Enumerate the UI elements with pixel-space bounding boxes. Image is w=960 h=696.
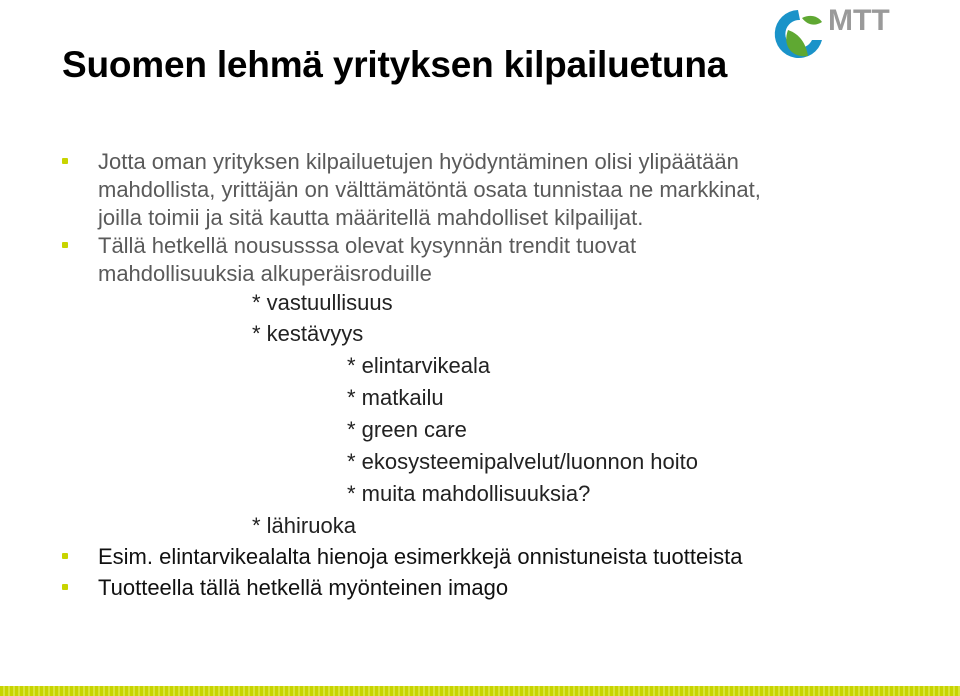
sub-item-vastuullisuus: * vastuullisuus	[252, 290, 393, 315]
sub-item-ekosysteemipalvelut: * ekosysteemipalvelut/luonnon hoito	[347, 449, 699, 474]
bullet-dot-icon	[62, 584, 68, 590]
bullet-2	[98, 232, 636, 288]
bottom-stripe-bar	[0, 686, 960, 696]
mtt-logo	[762, 0, 922, 64]
sub-item-kestavyys: * kestävyys	[252, 321, 364, 346]
sub-item-green-care: * green care	[347, 417, 467, 442]
logo-text: MTT	[828, 4, 890, 37]
bullet-4-text: Tuotteella tällä hetkellä myönteinen imago	[98, 575, 509, 600]
bullet-1-line-3: joilla toimii ja sitä kautta määritellä mahdolliset kilpailijat.	[98, 205, 644, 230]
sub-item-lahiruoka: * lähiruoka	[252, 513, 356, 538]
bullet-dot-icon	[62, 242, 68, 248]
bullet-3-text: Esim. elintarvikealalta hienoja esimerkkejä onnistuneista tuotteista	[98, 544, 743, 569]
bullet-dot-icon	[62, 553, 68, 559]
logo-swirl-icon	[775, 10, 822, 58]
sub-item-elintarvikeala: * elintarvikeala	[347, 353, 491, 378]
sub-item-muita-mahdollisuuksia: * muita mahdollisuuksia?	[347, 481, 591, 506]
bullet-1-line-2: mahdollista, yrittäjän on välttämätöntä osata tunnistaa ne markkinat,	[98, 177, 761, 202]
bullet-1-line-1: Jotta oman yrityksen kilpailuetujen hyödyntäminen olisi ylipäätään	[98, 149, 739, 174]
bullet-2-line-2: mahdollisuuksia alkuperäisroduille	[98, 261, 432, 286]
sub-item-matkailu: * matkailu	[347, 385, 444, 410]
slide-title: Suomen lehmä yrityksen kilpailuetuna	[62, 44, 728, 85]
bullet-1	[98, 148, 761, 232]
bullet-3	[98, 543, 742, 571]
bullet-4	[98, 574, 508, 602]
bullet-dot-icon	[62, 158, 68, 164]
bullet-2-line-1: Tällä hetkellä noususssa olevat kysynnän trendit tuovat	[98, 233, 637, 258]
